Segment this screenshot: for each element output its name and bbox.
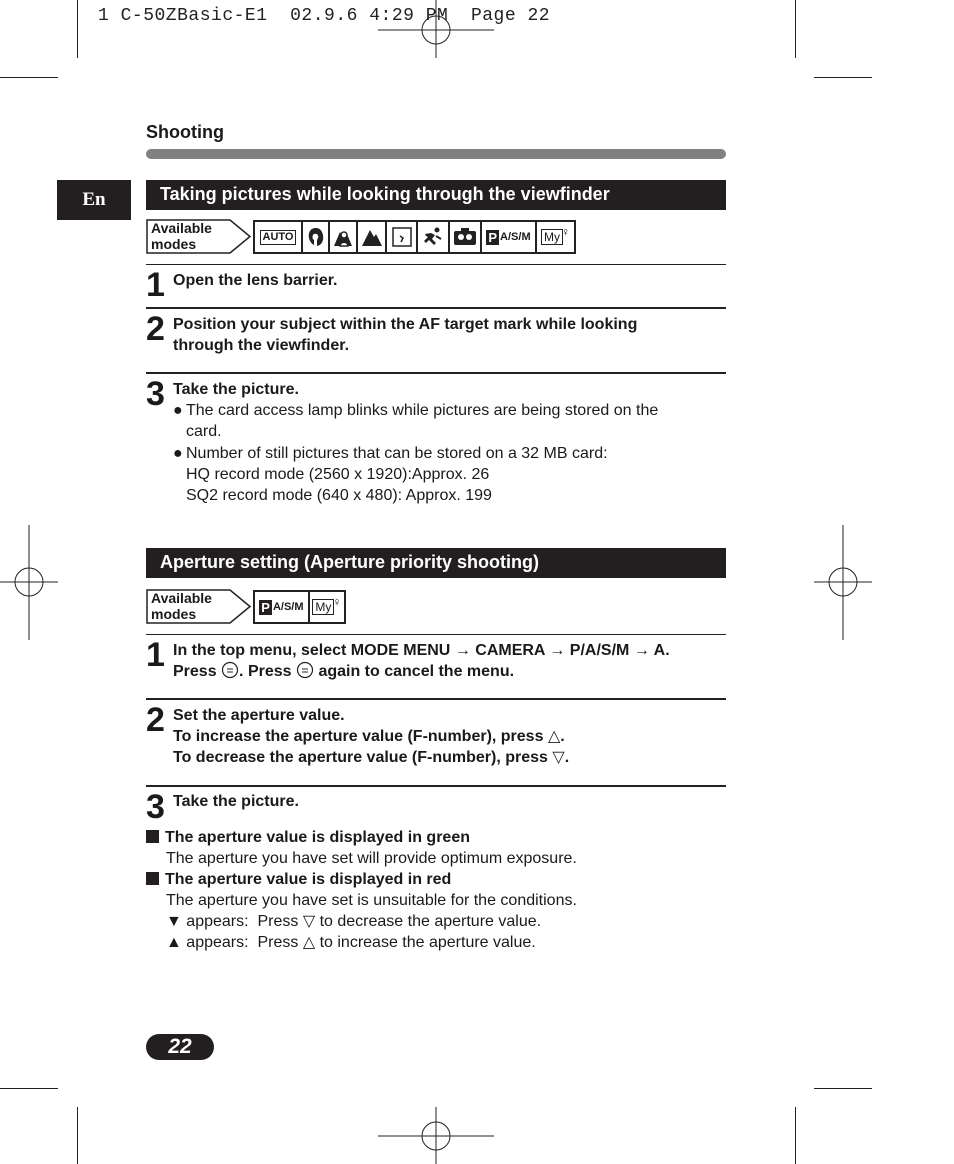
bullet-list bbox=[173, 400, 713, 506]
heading-aperture: Aperture setting (Aperture priority shooting) bbox=[146, 548, 726, 578]
notes-block bbox=[146, 827, 726, 953]
ok-button-icon bbox=[221, 661, 239, 679]
available-modes-label bbox=[146, 219, 250, 253]
step-number: 2 bbox=[146, 310, 165, 348]
divider bbox=[146, 307, 726, 309]
section-title: Shooting bbox=[146, 122, 224, 142]
note-heading: The aperture value is displayed in red bbox=[146, 869, 726, 890]
landscape-icon bbox=[358, 222, 387, 252]
arrow-right-icon: → bbox=[633, 642, 650, 659]
divider bbox=[146, 264, 726, 265]
note-heading: The aperture value is displayed in green bbox=[146, 827, 726, 848]
available-label-line1: Available bbox=[151, 220, 212, 236]
square-bullet-icon bbox=[146, 830, 159, 843]
pasm-icon: P A/S/M bbox=[255, 592, 310, 622]
page-number: 22 bbox=[146, 1034, 214, 1060]
available-label-line2: modes bbox=[151, 236, 197, 252]
bullet-icon: ● bbox=[173, 402, 183, 419]
note-text: ▲ appears: Press △ to increase the aperture value. bbox=[166, 934, 536, 951]
square-bullet-icon bbox=[146, 872, 159, 885]
step-number: 3 bbox=[146, 375, 165, 413]
up-arrow-icon: △ bbox=[547, 728, 561, 745]
note-text: ▼ appears: Press ▽ to decrease the aperture value. bbox=[166, 913, 542, 930]
language-tab: En bbox=[57, 180, 131, 220]
up-arrow-icon: △ bbox=[302, 934, 316, 951]
my-mode-icon: My ♀ bbox=[310, 592, 344, 622]
my-mode-icon: My ♀ bbox=[537, 222, 574, 252]
heading-viewfinder: Taking pictures while looking through the viewfinder bbox=[146, 180, 726, 210]
step-text: Set the aperture value. To increase the aperture value (F-number), press △. To decrease the aperture value (F-number), press ▽. bbox=[173, 707, 570, 766]
night-scene-icon bbox=[387, 222, 418, 252]
self-portrait-icon bbox=[450, 222, 482, 252]
down-arrow-icon: ▽ bbox=[302, 913, 316, 930]
note-text: The aperture you have set will provide optimum exposure. bbox=[166, 850, 577, 867]
printer-slug: 1 C-50ZBasic-E1 02.9.6 4:29 PM Page 22 bbox=[98, 6, 551, 26]
divider bbox=[146, 372, 726, 374]
divider bbox=[146, 785, 726, 787]
step-text: Take the picture. bbox=[173, 381, 299, 398]
note-text: The aperture you have set is unsuitable for the conditions. bbox=[166, 892, 577, 909]
section-rule bbox=[146, 149, 726, 159]
step-number: 2 bbox=[146, 701, 165, 739]
pasm-icon: P A/S/M bbox=[482, 222, 537, 252]
step-text: In the top menu, select MODE MENU → CAMERA → P/A/S/M → A. Press . Press again to cancel the menu. bbox=[173, 642, 670, 680]
sports-icon bbox=[418, 222, 450, 252]
ok-button-icon bbox=[296, 661, 314, 679]
step-text: Open the lens barrier. bbox=[173, 272, 338, 289]
arrow-right-icon: → bbox=[549, 642, 566, 659]
mode-icons-strip bbox=[253, 220, 576, 254]
arrow-right-icon: → bbox=[454, 642, 471, 659]
divider bbox=[146, 634, 726, 635]
available-label-line2: modes bbox=[151, 606, 197, 622]
mode-icons-strip bbox=[253, 590, 346, 624]
list-item: ● The card access lamp blinks while pictures are being stored on the card. bbox=[173, 402, 659, 440]
step-text: Position your subject within the AF target mark while looking through the viewfinder. bbox=[173, 316, 638, 354]
step-number: 1 bbox=[146, 636, 165, 674]
step-number: 1 bbox=[146, 266, 165, 304]
bullet-icon: ● bbox=[173, 445, 183, 462]
list-item: ● Number of still pictures that can be stored on a 32 MB card: HQ record mode (2560 x 1920):Approx. 26 SQ2 record mode (640 x 480): Approx. 199 bbox=[173, 445, 608, 504]
portrait-landscape-icon bbox=[330, 222, 358, 252]
step-number: 3 bbox=[146, 788, 165, 826]
down-arrow-icon: ▽ bbox=[552, 749, 565, 766]
step-text: Take the picture. bbox=[173, 793, 299, 810]
down-triangle-icon: ▼ bbox=[166, 913, 182, 930]
available-label-line1: Available bbox=[151, 590, 212, 606]
auto-icon: AUTO bbox=[255, 222, 303, 252]
divider bbox=[146, 698, 726, 700]
available-modes-label bbox=[146, 589, 250, 623]
up-triangle-icon: ▲ bbox=[166, 934, 182, 951]
portrait-icon bbox=[303, 222, 330, 252]
